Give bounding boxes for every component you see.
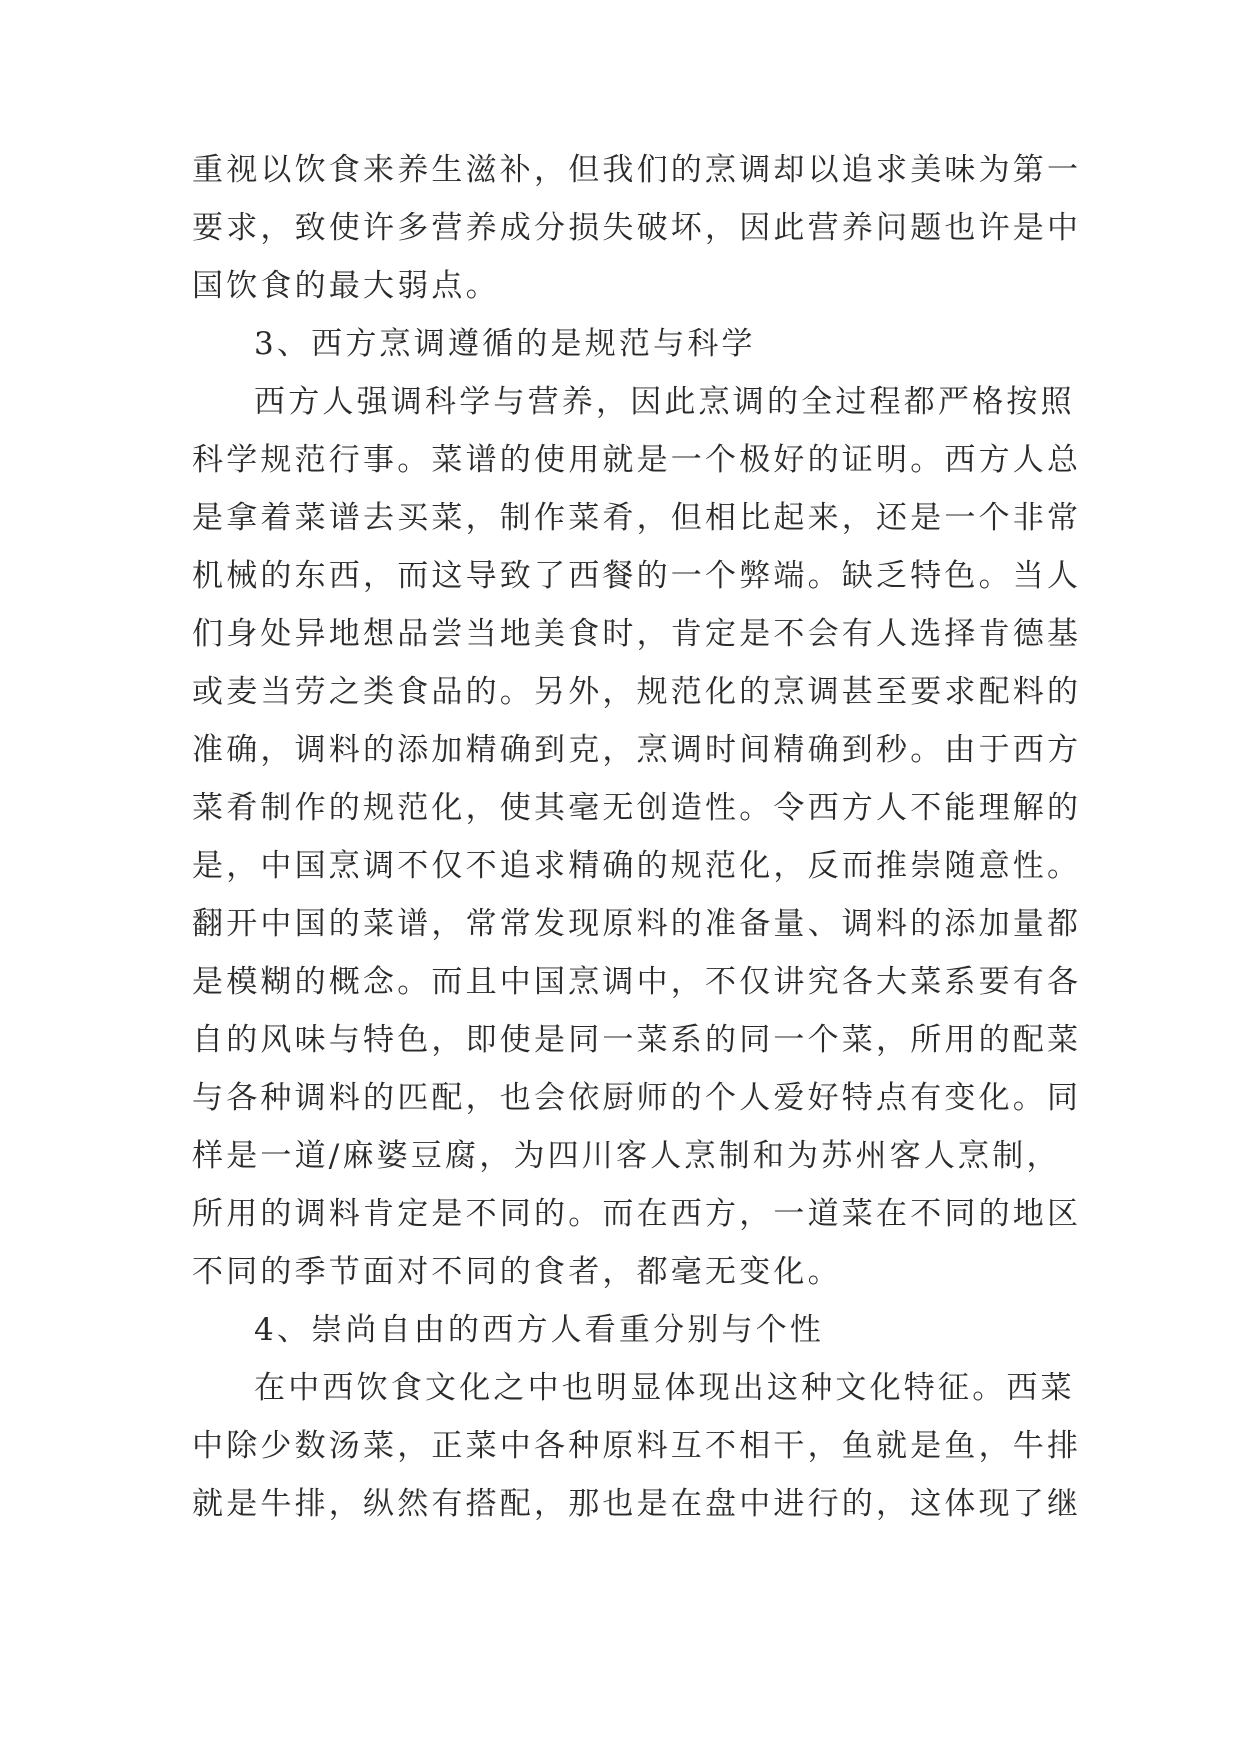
text-line: 是，中国烹调不仅不追求精确的规范化，反而推崇随意性。: [192, 848, 1082, 884]
text-line: 中除少数汤菜，正菜中各种原料互不相干，鱼就是鱼，牛排: [192, 1428, 1082, 1464]
text-line: 西方人强调科学与营养，因此烹调的全过程都严格按照: [254, 384, 1075, 420]
text-line: 自的风味与特色，即使是同一菜系的同一个菜，所用的配菜: [192, 1022, 1082, 1058]
text-line: 或麦当劳之类食品的。另外，规范化的烹调甚至要求配料的: [192, 674, 1082, 710]
text-line: 翻开中国的菜谱，常常发现原料的准备量、调料的添加量都: [192, 906, 1082, 942]
text-line: 重视以饮食来养生滋补，但我们的烹调却以追求美味为第一: [192, 152, 1082, 188]
text-line: 是模糊的概念。而且中国烹调中，不仅讲究各大菜系要有各: [192, 964, 1082, 1000]
text-line: 国饮食的最大弱点。: [192, 268, 500, 304]
text-line: 与各种调料的匹配，也会依厨师的个人爱好特点有变化。同: [192, 1080, 1082, 1116]
text-line: 就是牛排，纵然有搭配，那也是在盘中进行的，这体现了继: [192, 1486, 1082, 1522]
text-line: 在中西饮食文化之中也明显体现出这种文化特征。西菜: [254, 1370, 1075, 1406]
text-line: 样是一道/麻婆豆腐，为四川客人烹制和为苏州客人烹制，: [192, 1138, 1061, 1174]
text-line: 所用的调料肯定是不同的。而在西方，一道菜在不同的地区: [192, 1196, 1082, 1232]
text-line: 准确，调料的添加精确到克，烹调时间精确到秒。由于西方: [192, 732, 1082, 768]
text-line: 科学规范行事。菜谱的使用就是一个极好的证明。西方人总: [192, 442, 1082, 478]
text-line: 不同的季节面对不同的食者，都毫无变化。: [192, 1254, 842, 1290]
text-line: 机械的东西，而这导致了西餐的一个弊端。缺乏特色。当人: [192, 558, 1082, 594]
section-heading: 3、西方烹调遵循的是规范与科学: [254, 326, 756, 362]
text-line: 是拿着菜谱去买菜，制作菜肴，但相比起来，还是一个非常: [192, 500, 1082, 536]
section-heading: 4、崇尚自由的西方人看重分别与个性: [254, 1312, 825, 1348]
text-line: 们身处异地想品尝当地美食时，肯定是不会有人选择肯德基: [192, 616, 1082, 652]
text-line: 菜肴制作的规范化，使其毫无创造性。令西方人不能理解的: [192, 790, 1082, 826]
text-line: 要求，致使许多营养成分损失破坏，因此营养问题也许是中: [192, 210, 1082, 246]
